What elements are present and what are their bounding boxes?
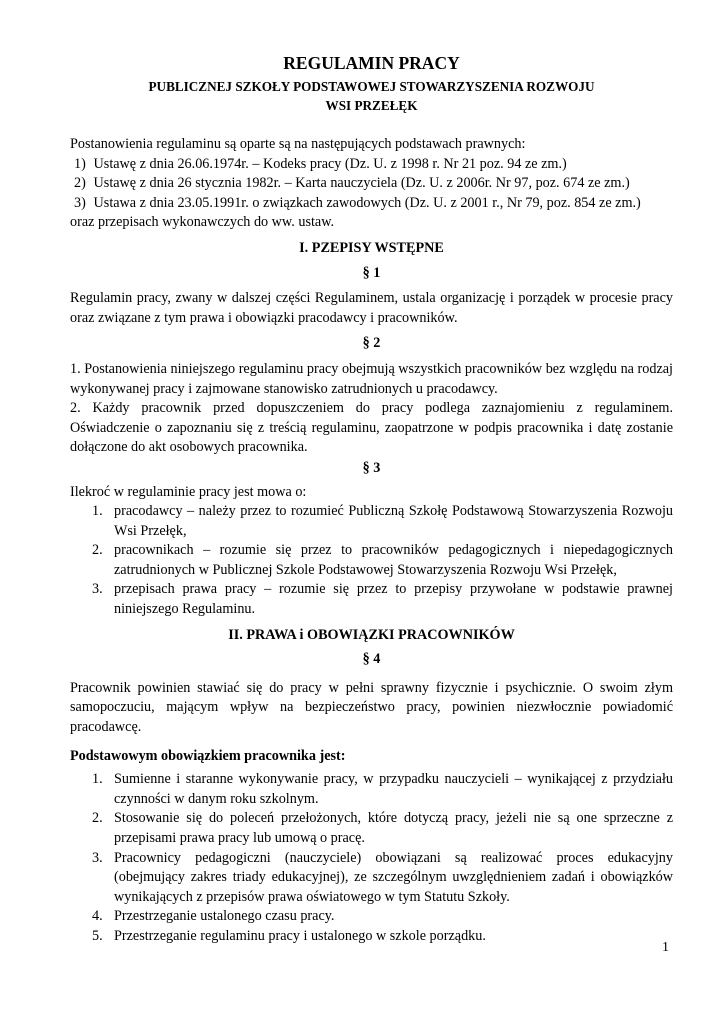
legal-basis-tail: oraz przepisach wykonawczych do ww. ustaw. (70, 214, 335, 231)
duty-item: 1. Sumienne i staranne wykonywanie pracy, w przypadku nauczycieli – wynikającej z przydziału czynności w danym roku szkolnym. (92, 771, 673, 807)
paragraph-2-item-2: 2. Każdy pracownik przed dopuszczeniem do pracy podlega zaznajomieniu z regulaminem. Oświadczenie o zapoznaniu się z treścią regulaminu, zaopatrzone w podpis pracownika i datę zostanie dołączone do akt osobowych pracownika. (70, 400, 673, 456)
duty-item: 4. Przestrzeganie ustalonego czasu pracy. (92, 908, 335, 925)
paragraph-sign-4: § 4 (362, 651, 381, 668)
paragraph-sign-2: § 2 (362, 335, 381, 352)
legal-basis-item: 3) Ustawa z dnia 23.05.1991r. o związkach zawodowych (Dz. U. z 2001 r., Nr 79, poz. 854 ze zm.) (74, 194, 641, 211)
definitions-lead: Ilekroć w regulaminie pracy jest mowa o: (70, 483, 307, 500)
paragraph-sign-1: § 1 (362, 264, 381, 281)
duties-list (70, 770, 673, 946)
document-subtitle-line2: WSI PRZEŁĘK (325, 98, 418, 113)
definition-item: 2. pracownikach – rozumie się przez to pracowników pedagogicznych i niepedagogicznych zatrudnionych w Publicznej Szkole Podstawowej Stowarzyszenia Rozwoju Wsi Przełęk, (92, 542, 673, 578)
document-subtitle-line1: PUBLICZNEJ SZKOŁY PODSTAWOWEJ STOWARZYSZENIA ROZWOJU (148, 79, 595, 94)
document-title: REGULAMIN PRACY (283, 53, 460, 73)
section-heading-1: I. PZEPISY WSTĘPNE (299, 239, 444, 256)
legal-basis-item: 1) Ustawę z dnia 26.06.1974r. – Kodeks pracy (Dz. U. z 1998 r. Nr 21 poz. 94 ze zm.) (74, 155, 567, 172)
legal-basis-lead: Postanowienia regulaminu są oparte są na następujących podstawach prawnych: (70, 136, 526, 152)
duty-item: 2. Stosowanie się do poleceń przełożonych, które dotyczą pracy, jeżeli nie są one sprzeczne z przepisami prawa pracy lub umową o pracę. (92, 810, 673, 846)
paragraph-sign-3: § 3 (362, 459, 381, 476)
section-heading-2: II. PRAWA i OBOWIĄZKI PRACOWNIKÓW (228, 626, 515, 643)
legal-basis-item: 2) Ustawę z dnia 26 stycznia 1982r. – Karta nauczyciela (Dz. U. z 2006r. Nr 97, poz. 674 ze zm.) (74, 175, 630, 192)
document-page (70, 52, 673, 947)
page-number: 1 (662, 940, 669, 955)
paragraph-4-text: Pracownik powinien stawiać się do pracy w pełni sprawny fizycznie i psychicznie. O swoim złym samopoczuciu, mającym wpływ na bezpieczeństwo pracy, powinien niezwłocznie powiadomić pracodawcę. (70, 679, 673, 736)
definition-item: 1. pracodawcy – należy przez to rozumieć Publiczną Szkołę Podstawową Stowarzyszenia Rozwoju Wsi Przełęk, (92, 503, 673, 539)
paragraph-1-text: Regulamin pracy, zwany w dalszej części Regulaminem, ustala organizację i porządek w procesie pracy oraz związane z tym prawa i obowiązki pracodawcy i pracowników. (70, 290, 673, 326)
duties-heading: Podstawowym obowiązkiem pracownika jest: (70, 747, 346, 764)
paragraph-2-item-1: 1. Postanowienia niniejszego regulaminu pracy obejmują wszystkich pracowników bez względu na rodzaj wykonywanej pracy i zajmowane stanowisko zatrudnionych u pracodawcy. (70, 360, 673, 397)
definitions-list (70, 502, 673, 620)
duty-item: 3. Pracownicy pedagogiczni (nauczyciele) obowiązani są realizować proces edukacyjny (obejmujący zakres triady edukacyjnej), ze szczególnym uwzględnieniem zadań i obowiązków wynikających z przepisów prawa oświatowego w tym Statutu Szkoły. (92, 849, 673, 905)
definition-item: 3. przepisach prawa pracy – rozumie się przez to przepisy przywołane w podstawie prawnej niniejszego Regulaminu. (92, 581, 673, 618)
legal-basis-list (70, 155, 673, 214)
duty-item: 5. Przestrzeganie regulaminu pracy i ustalonego w szkole porządku. (92, 927, 486, 944)
